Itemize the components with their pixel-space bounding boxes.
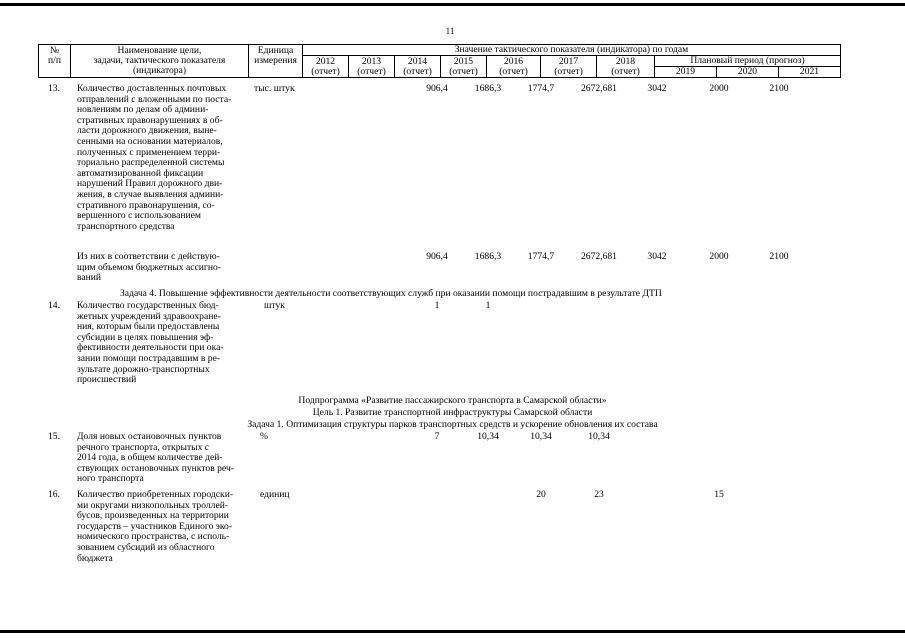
task-4-heading: Задача 4. Повышение эффективности деятельности соответствующих служб при оказании помощи пострадавшим в результате ДТП [120, 288, 662, 299]
value-2018: 3042 [647, 83, 667, 94]
value-2016: 10,34 [530, 431, 552, 442]
row-number: 16. [48, 489, 60, 500]
value-2014: 7 [434, 431, 440, 442]
header-year-2021: 2021 [779, 67, 841, 78]
header-group-title: Значение тактического показателя (индикатора) по годам [303, 45, 841, 56]
header-unit: Единица измерения [249, 45, 303, 78]
row-name: Из них в соответствии с действую- щим объемом бюджетных ассигно- ваний [77, 251, 221, 284]
value-2020: 2100 [769, 83, 789, 94]
value-2018: 3042 [647, 251, 667, 262]
header-year-2014: 2014 (отчет) [395, 56, 441, 78]
page-number: 11 [445, 26, 455, 36]
value-2014: 906,4 [426, 83, 448, 94]
task-1-heading: Задача 1. Оптимизация структуры парков транспортных средств и ускорение обновления их состава [247, 419, 658, 430]
header-plan-title: Плановый период (прогноз) [655, 56, 841, 67]
header-year-2018: 2018 (отчет) [597, 56, 655, 78]
value-2019: 2000 [709, 251, 729, 262]
value-2019: 15 [714, 489, 724, 500]
value-2017: 2672,681 [581, 251, 617, 262]
value-2019: 2000 [709, 83, 729, 94]
row-number: 15. [48, 431, 60, 442]
header-num: № п/п [39, 45, 71, 78]
value-2017: 10,34 [588, 431, 610, 442]
goal-1-heading: Цель 1. Развитие транспортной инфраструктуры Самарской области [312, 407, 593, 418]
value-2020: 2100 [769, 251, 789, 262]
row-unit: % [260, 431, 268, 442]
value-2017: 2672,681 [581, 83, 617, 94]
row-name: Количество государственных бюд- жетных учреждений здравоохране- ния, которым были предоставлены субсидии в целях повышения эф- фективности деятельности при ока- зании помощи пострадавшим в ре- зультате дорожно-транспортных происшествий [77, 300, 224, 386]
header-year-2012: 2012 (отчет) [303, 56, 349, 78]
subprogram-heading: Подпрограмма «Развитие пассажирского транспорта в Самарской области» [298, 395, 607, 406]
table-header [38, 44, 841, 78]
value-2014: 1 [434, 300, 440, 311]
value-2016: 1774,7 [527, 251, 555, 262]
row-name: Количество приобретенных городски- ми округами низкопольных троллей- бусов, произведенных на территории государств – участников Единого эко- номического пространства, с исполь- зованием субсидий из областного бюджета [77, 489, 234, 564]
value-2015: 1686,3 [474, 83, 502, 94]
header-year-2017: 2017 (отчет) [541, 56, 597, 78]
value-2016: 1774,7 [527, 83, 555, 94]
value-2016: 20 [536, 489, 546, 500]
value-2014: 906,4 [426, 251, 448, 262]
value-2017: 23 [594, 489, 604, 500]
row-unit: тыс. штук [254, 83, 295, 94]
header-name: Наименование цели, задачи, тактического показателя (индикатора) [71, 45, 249, 78]
header-year-2020: 2020 [717, 67, 779, 78]
top-rule [0, 3, 905, 6]
row-unit: штук [264, 300, 285, 311]
row-number: 13. [48, 83, 60, 94]
header-year-2013: 2013 (отчет) [349, 56, 395, 78]
header-year-2015: 2015 (отчет) [441, 56, 487, 78]
value-2015: 10,34 [477, 431, 499, 442]
value-2015: 1686,3 [474, 251, 502, 262]
header-year-2016: 2016 (отчет) [487, 56, 541, 78]
bottom-rule [0, 630, 905, 633]
value-2015: 1 [485, 300, 491, 311]
row-name: Доля новых остановочных пунктов речного транспорта, открытых с 2014 года, в общем количестве дей- ствующих остановочных пунктов реч- ного транспорта [77, 431, 234, 485]
row-unit: единиц [260, 489, 290, 500]
row-name: Количество доставленных почтовых отправлений с вложенными по поста- новлениям по делам об админи- стративных правонарушениях в об- ласти дорожного движения, выне- сенными на основании материалов, полученных с применением терри- ториально распределенной системы автоматизированной фиксации нарушений Правил дорожного дви- жения, в случае выявления админи- стративного правонарушения, со- вершенного с использованием транспортного средства [77, 83, 232, 232]
header-year-2019: 2019 [655, 67, 717, 78]
row-number: 14. [48, 300, 60, 311]
